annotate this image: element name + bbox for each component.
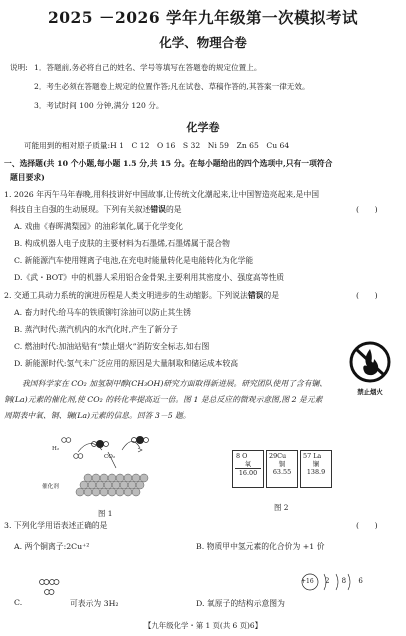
fig1-catalyst-label: 催化剂 (42, 484, 59, 490)
oxygen-atom-structure (300, 570, 390, 594)
no-fire-sign (346, 340, 394, 398)
no-fire-label: 禁止烟火 (357, 388, 383, 396)
q1-answer-paren: ( ) (356, 205, 378, 214)
q3-option-d: D. 氧原子的结构示意图为 (196, 599, 285, 608)
q3-option-c-text: 可表示为 3H₂ (70, 599, 119, 608)
q1-option-d: D.《武・BOT》中的机器人采用铝合金骨架,主要利用其密度小、强度高等性质 (14, 273, 285, 282)
q1-option-a: A. 戏曲《春晖满梨园》的油彩氧化,属于化学变化 (14, 222, 184, 231)
q1-stem-line2: 科技自主自强的生动展现。下列有关叙述错误的是 (10, 205, 182, 214)
q1-option-c: C. 新能源汽车使用锂离子电池,在充电时能量转化是电能转化为化学能 (14, 256, 254, 265)
fig1-co2-label: CO₂ (104, 454, 116, 460)
q1-stem-line1: 1. 2026 年丙午马年春晚,用科技讲好中国故事,让传统文化潮起来,让中国智造亮起来,是中国 (4, 190, 320, 199)
q2-option-c: C. 燃油时代:加油站贴有“禁止烟火”消防安全标志,如右图 (14, 342, 210, 351)
hydrogen-molecule-icon (38, 578, 66, 598)
passage-line-2: 铜(La)元素的催化剂,使 CO₂ 的转化率提高近一倍。图 1 是总反应的微观示意图,图 2 是元素 (4, 395, 323, 404)
atomic-masses: 可能用到的相对原子质量:H 1 C 12 O 16 S 32 Ni 59 Zn 65 Cu 64 (24, 141, 290, 150)
exam-subtitle: 化学、物理合卷 (159, 35, 247, 50)
exam-title: 2025 －2026 学年九年级第一次模拟考试 (47, 8, 359, 27)
instructions-label: 说明: (10, 63, 28, 72)
figure-1-caption: 图 1 (98, 509, 113, 518)
q3-option-b: B. 物质甲中氢元素的化合价为 +1 价 (196, 542, 325, 551)
chem-section-title: 化学卷 (186, 121, 220, 134)
part1-header-plain: 一、选择题(共 10 个小题,每小题 1.5 分,共 15 分。 (4, 159, 190, 168)
passage-line-3: 周期表中氧、铜、镧(La)元素的信息。回答 3－5 题。 (4, 411, 191, 420)
instruction-item-2: 2．考生必须在答题卷上规定的位置作答;凡在试卷、草稿作答的,其答案一律无效。 (34, 82, 310, 91)
figure-1-reaction (40, 430, 180, 506)
q2-option-a: A. 畜力时代:给马车的铁质铆钉涂油可以防止其生锈 (14, 308, 191, 317)
q2-option-d: D. 新能源时代:氢气未广泛应用的原因是大量制取和储运成本较高 (14, 359, 239, 368)
element-cell-oxygen: 8 O 氧 16.00 (232, 450, 264, 488)
q3-option-c-label: C. (14, 598, 23, 607)
q1-option-b: B. 构成机器人电子皮肤的主要材料为石墨烯,石墨烯属于混合物 (14, 239, 230, 248)
h2-molecules-diagram (38, 578, 66, 598)
q3-option-a: A. 两个铜离子:2Cu⁺² (14, 542, 90, 551)
q3-answer-paren: ( ) (356, 521, 378, 530)
q1-emphasis: 错误 (150, 205, 166, 214)
atom-nucleus-label: +16 (301, 578, 314, 585)
element-cell-lanthanum: 57 La 镧 138.9 (300, 450, 332, 488)
q2-option-b: B. 蒸汽时代:蒸汽机内的水汽化时,产生了新分子 (14, 325, 178, 334)
atom-shell-electrons: 2 8 6 (325, 577, 368, 585)
figure-2-periodic-cells (232, 450, 332, 490)
part1-header-cont: 题目要求) (10, 173, 45, 182)
part1-header (4, 158, 332, 169)
passage-line-1: 我国科学家在 CO₂ 加氢制甲醇(CH₃OH)研究方面取得新进展。研究团队使用了含有镧、 (22, 379, 328, 388)
no-fire-icon (346, 340, 394, 386)
instruction-item-1: 1．答题前,务必将自己的姓名、学号等填写在答题卷的规定位置上。 (34, 63, 262, 72)
q2-answer-paren: ( ) (356, 291, 378, 300)
q2-emphasis: 错误 (247, 291, 264, 300)
instruction-item-3: 3．考试时间 100 分钟,满分 120 分。 (34, 101, 164, 110)
element-cell-copper: 29Cu 铜 63.55 (266, 450, 298, 488)
page-footer: 【九年级化学・第 1 页(共 6 页)6】 (144, 621, 262, 630)
figure-2-caption: 图 2 (274, 503, 289, 512)
part1-header-bold: 在每小题给出的四个选项中,只有一项符合 (189, 159, 333, 168)
fig1-h2-label: H₂ (52, 446, 60, 452)
q2-stem: 2. 交通工具动力系统的演进历程是人类文明进步的生动缩影。下列说法错误的是 (4, 291, 280, 300)
q3-stem: 3. 下列化学用语表述正确的是 (4, 521, 108, 530)
reaction-diagram (40, 430, 180, 506)
